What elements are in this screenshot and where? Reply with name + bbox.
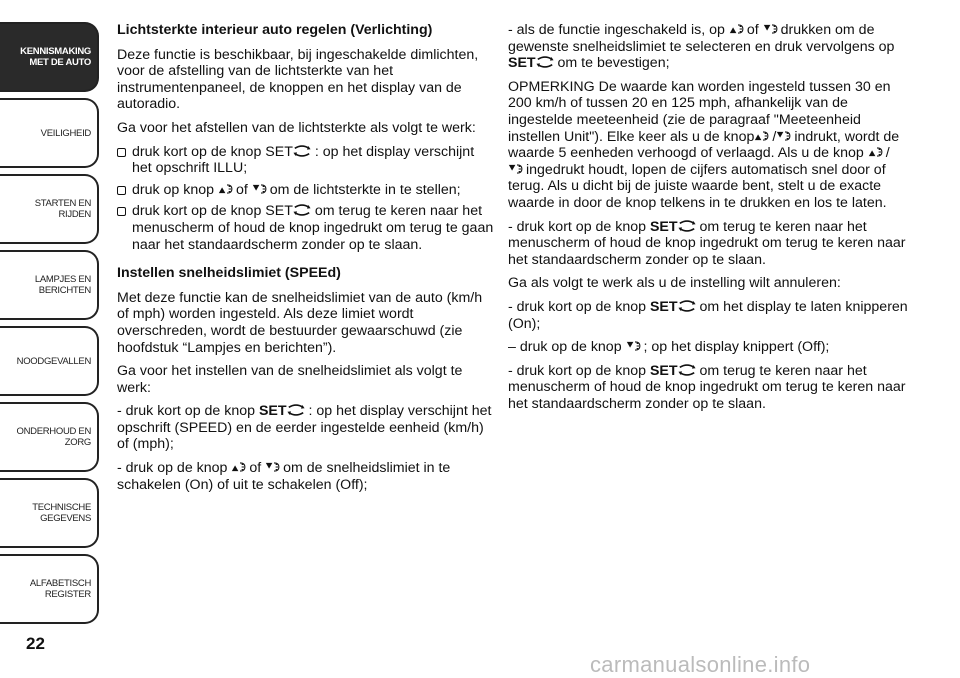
chapter-sidebar [0, 22, 100, 634]
paragraph [508, 363, 908, 413]
set-button-icon [678, 363, 696, 377]
text: om de snelheidslimiet in te schakelen (On) of uit te schakelen (Off); [117, 460, 451, 493]
page-number: 22 [26, 634, 45, 653]
set-button-icon [293, 144, 311, 158]
down-button-icon [265, 460, 283, 474]
paragraph: Deze functie is beschikbaar, bij ingeschakelde dimlichten, voor de afstelling van de lichtsterkte van het instrumentenpaneel, de knoppen en het display van de autoradio. [117, 46, 479, 113]
down-button-icon [508, 162, 526, 176]
text: of [235, 181, 252, 198]
text: of [249, 460, 266, 477]
set-button-icon [293, 203, 311, 217]
down-button-icon [252, 182, 270, 196]
text: OPMERKING De waarde kan worden ingesteld tussen 30 en 200 km/h of tussen 20 en 125 mph, afhankelijk van de ingestelde meeteenheid (zie de paragraaf "Meeteenheid instellen Unit"). Elke keer als u de knop [508, 78, 891, 145]
text: : op het display verschijnt het opschrift (SPEED) en de eerder ingestelde eenheid (km/h) of (mph); [117, 403, 492, 453]
up-button-icon [754, 129, 772, 143]
down-button-icon [776, 129, 794, 143]
tab-alfabetisch-register[interactable] [0, 554, 99, 624]
tab-label: ALFABETISCH REGISTER [29, 578, 91, 600]
paragraph: Met deze functie kan de snelheidslimiet van de auto (km/h of mph) worden ingesteld. Als deze limiet wordt overschreden, wordt de bestuurder gewaarschuwd (zie hoofdstuk “Lampjes en berichten”). [117, 289, 483, 356]
set-keyword: SET [649, 362, 678, 379]
list-item [117, 182, 495, 199]
tab-label: TECHNISCHE GEGEVENS [32, 502, 91, 524]
text: - als de functie ingeschakeld is, op [508, 22, 729, 38]
left-column [117, 22, 495, 500]
bullet-box-icon [117, 207, 126, 216]
bullet-box-icon [117, 186, 126, 195]
tab-starten-en-rijden[interactable] [0, 174, 99, 244]
text: - druk kort op de knop [508, 218, 650, 235]
tab-noodgevallen[interactable] [0, 326, 99, 396]
up-button-icon [218, 182, 236, 196]
text: druk op knop [132, 181, 218, 198]
set-keyword: SET [258, 403, 287, 420]
paragraph: Ga voor het afstellen van de lichtsterkte als volgt te werk: [117, 119, 476, 136]
text: : op het display verschijnt het opschrift ILLU; [132, 143, 475, 177]
text: - druk kort op de knop [508, 362, 650, 379]
text: ; op het display knippert (Off); [643, 339, 830, 356]
tab-kennismaking[interactable] [0, 22, 99, 92]
text: of [746, 22, 763, 38]
set-button-icon [287, 403, 305, 417]
tab-lampjes-en-berichten[interactable] [0, 250, 99, 320]
section-heading-verlichting: Lichtsterkte interieur auto regelen (Verlichting) [117, 22, 433, 38]
text: om de lichtsterkte in te stellen; [269, 181, 461, 198]
text: – druk op de knop [508, 339, 626, 356]
paragraph [508, 79, 908, 212]
text: druk kort op de knop SET [132, 143, 293, 160]
text: ingedrukt houdt, lopen de cijfers automatisch snel door of terug. Als u dicht bij de juiste waarde bent, stelt u de exacte waarde in door de knop telkens in te drukken en los te laten. [508, 161, 887, 211]
up-button-icon [729, 22, 747, 36]
paragraph [508, 299, 908, 332]
watermark-footer[interactable]: carmanualsonline.info [590, 652, 811, 677]
right-column [508, 22, 908, 419]
set-button-icon [678, 299, 696, 313]
text: - druk op de knop [117, 460, 232, 477]
up-button-icon [231, 460, 249, 474]
paragraph [508, 339, 908, 356]
tab-label: STARTEN EN RIJDEN [34, 198, 91, 220]
tab-label: KENNISMAKING MET DE AUTO [20, 46, 91, 68]
text: om het display te laten knipperen (On); [508, 298, 908, 332]
list-item [117, 144, 495, 177]
tab-label: LAMPJES EN BERICHTEN [34, 274, 91, 296]
text: om terug te keren naar het menuscherm of houd de knop ingedrukt om terug te keren naar het standaardscherm zonder op te slaan. [508, 362, 906, 412]
bullet-box-icon [117, 148, 126, 157]
paragraph [508, 219, 908, 269]
text: drukken om de gewenste snelheidslimiet te selecteren en druk vervolgens op [508, 22, 895, 55]
set-button-icon [536, 55, 554, 69]
paragraph: Ga als volgt te werk als u de instelling wilt annuleren: [508, 275, 841, 292]
tab-technische-gegevens[interactable] [0, 478, 99, 548]
set-keyword: SET [649, 218, 678, 235]
paragraph [117, 460, 495, 493]
paragraph [508, 22, 908, 72]
text: om terug te keren naar het menuscherm of houd de knop ingedrukt om terug te keren naar het standaardscherm zonder op te slaan. [508, 218, 906, 268]
section-heading-snelheidslimiet: Instellen snelheidslimiet (SPEEd) [117, 265, 341, 282]
list-item [117, 203, 495, 253]
paragraph: Ga voor het instellen van de snelheidslimiet als volgt te werk: [117, 363, 463, 396]
text: indrukt, wordt de waarde 5 eenheden verhoogd of verlaagd. Als u de knop [508, 128, 900, 162]
text: druk kort op de knop SET [132, 203, 293, 220]
set-button-icon [678, 219, 696, 233]
paragraph [117, 403, 495, 453]
set-keyword: SET [649, 298, 678, 315]
text: om terug te keren naar het menuscherm of houd de knop ingedrukt om terug te gaan naar het standaardscherm zonder op te slaan. [132, 203, 494, 253]
tab-label: ONDERHOUD EN ZORG [16, 426, 91, 448]
tab-label: VEILIGHEID [40, 127, 91, 139]
set-keyword: SET [508, 55, 536, 72]
down-button-icon [626, 339, 644, 353]
tab-veiligheid[interactable] [0, 98, 99, 168]
tab-onderhoud-en-zorg[interactable] [0, 402, 99, 472]
text: / [772, 128, 777, 145]
down-button-icon [763, 22, 781, 36]
text: - druk kort op de knop [508, 298, 650, 315]
text: - druk kort op de knop [117, 403, 259, 420]
up-button-icon [868, 145, 886, 159]
text: om te bevestigen; [553, 55, 670, 72]
text: / [885, 145, 890, 162]
tab-label: NOODGEVALLEN [16, 355, 91, 367]
